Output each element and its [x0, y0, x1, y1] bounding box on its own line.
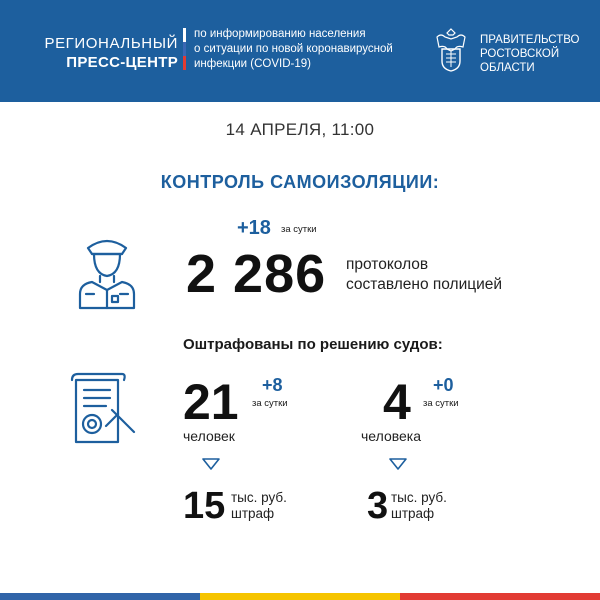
fine-label-group2: [391, 490, 447, 522]
protocols-count: 2 286: [186, 244, 327, 304]
fined-title: Оштрафованы по решению судов:: [183, 336, 443, 353]
triangle-down-icon: [202, 458, 220, 470]
gov-line2: РОСТОВСКОЙ: [480, 48, 560, 60]
desc-line1: по информированию населения: [194, 28, 366, 40]
protocols-label-line2: составлено полицией: [346, 276, 503, 293]
fine-label-group2-line2: штраф: [391, 506, 435, 521]
police-officer-icon: [72, 232, 142, 312]
brand: [0, 34, 178, 72]
protocols-label: [346, 255, 502, 295]
court-document-icon: [66, 372, 146, 452]
fine-label-group1-line1: тыс. руб.: [231, 490, 287, 505]
triangle-down-icon: [389, 458, 407, 470]
brand-line1: РЕГИОНАЛЬНЫЙ: [44, 35, 178, 52]
bar-segment-blue: [0, 593, 200, 600]
bar-segment-red: [400, 593, 600, 600]
gov-line3: ОБЛАСТИ: [480, 62, 535, 74]
fine-amount-group2: 3: [367, 485, 389, 527]
desc-line3: инфекции (COVID-19): [194, 58, 311, 70]
fined-delta-suffix-group1: за сутки: [252, 398, 288, 409]
fined-delta-suffix-group2: за сутки: [423, 398, 459, 409]
fine-amount-group1: 15: [183, 485, 226, 527]
protocols-delta: +18: [237, 217, 271, 239]
fined-delta-group1: +8: [262, 375, 283, 395]
header-description: [194, 27, 393, 72]
russian-flag-stripe: [183, 28, 186, 70]
desc-line2: о ситуации по новой коронавирусной: [194, 43, 393, 55]
header-banner: [0, 0, 600, 102]
fined-unit-group2: человека: [361, 428, 422, 444]
fine-label-group2-line1: тыс. руб.: [391, 490, 447, 505]
gov-line1: ПРАВИТЕЛЬСТВО: [480, 34, 580, 46]
fined-count-group1: 21: [183, 374, 239, 430]
protocols-label-line1: протоколов: [346, 256, 429, 273]
brand-line2: ПРЕСС-ЦЕНТР: [66, 54, 178, 71]
report-date: 14 АПРЕЛЯ, 11:00: [225, 120, 375, 139]
fine-label-group1-line2: штраф: [231, 506, 275, 521]
protocols-delta-suffix: за сутки: [281, 224, 317, 235]
fined-count-group2: 4: [383, 374, 411, 430]
coat-of-arms-icon: [433, 27, 469, 73]
fined-delta-group2: +0: [433, 375, 454, 395]
section-title: КОНТРОЛЬ САМОИЗОЛЯЦИИ:: [160, 172, 440, 192]
government-name: [480, 33, 580, 75]
fine-label-group1: [231, 490, 287, 522]
fined-unit-group1: человек: [183, 428, 235, 444]
bar-segment-yellow: [200, 593, 400, 600]
bottom-color-bar: [0, 593, 600, 600]
